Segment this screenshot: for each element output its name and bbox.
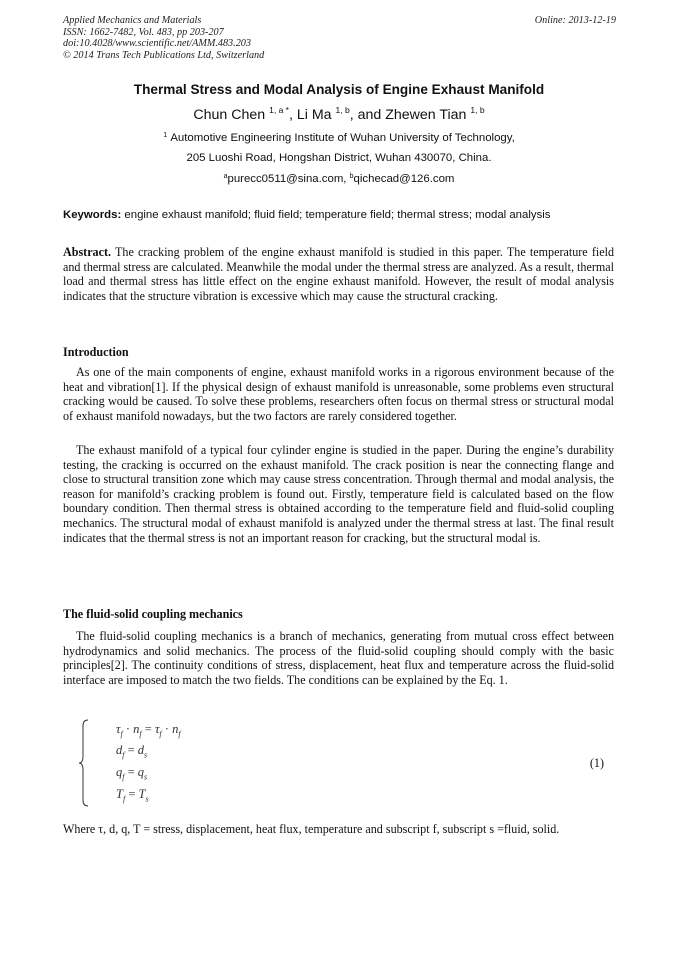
email-line: [0, 173, 678, 185]
equation-line-stress: $\tau_f \cdot n_f = \tau_f \cdot n_f$: [116, 722, 181, 739]
author-separator: , and: [349, 107, 386, 123]
affiliation-line-1: [0, 132, 678, 144]
author-list: [0, 105, 678, 123]
author-affil-sup: 1, b: [335, 105, 350, 115]
equation-explanation: Where τ, d, q, T = stress, displacement, heat flux, temperature and subscript f, subscript s =fluid, solid.: [63, 822, 560, 836]
doi-line[interactable]: doi:10.4028/www.scientific.net/AMM.483.203: [63, 38, 251, 50]
author-name: Zhewen Tian: [385, 107, 467, 123]
equation-line-displacement: $d_f = d_s$: [116, 743, 148, 760]
equation-1: [78, 718, 614, 808]
introduction-heading: Introduction: [63, 345, 129, 359]
journal-name: Applied Mechanics and Materials: [63, 15, 202, 26]
author-separator: ,: [288, 107, 297, 123]
introduction-paragraph-1: As one of the main components of engine, exhaust manifold works in a rigorous environment because of the heat and vibration[1]. If the physical design of exhaust manifold is unreasonable, some problems even structural cracking would be caused. To solve these problems, researchers often focus on thermal stress or structural modal of exhaust manifold nowadays, but the two factors are rarely considered together.: [63, 365, 614, 423]
author-affil-sup: 1, b: [470, 105, 485, 115]
author-affil-sup: 1, a *: [269, 105, 289, 115]
abstract: [63, 245, 614, 303]
email-b-sup: b: [349, 173, 354, 180]
affiliation-line-2: 205 Luoshi Road, Hongshan District, Wuhan 430070, China.: [186, 152, 492, 164]
left-brace-icon: [78, 718, 92, 808]
issn-line: ISSN: 1662-7482, Vol. 483, pp 203-207: [63, 26, 224, 38]
email-a-sup: a: [223, 173, 228, 180]
author-name: Li Ma: [296, 107, 332, 123]
keywords-label: Keywords:: [63, 209, 122, 221]
abstract-text: The cracking problem of the engine exhaust manifold is studied in this paper. The temperature field and thermal stress are calculated. Meanwhile the modal under the thermal stress are analyzed. As a result, thermal load and thermal stress has little effect on the engine exhaust manifold. However, the result of modal analysis indicates that the structure vibration is excessive which may cause the structural cracking.: [63, 245, 614, 303]
fluid-solid-heading: The fluid-solid coupling mechanics: [63, 607, 243, 621]
online-date: Online: 2013-12-19: [534, 15, 616, 26]
abstract-label: Abstract.: [63, 245, 112, 259]
email-a[interactable]: purecc0511@sina.com,: [227, 173, 350, 185]
equation-number: (1): [589, 756, 604, 770]
keywords: [63, 209, 551, 221]
affiliation-sup: 1: [163, 132, 168, 139]
equation-line-heat-flux: $q_f = q_s$: [116, 765, 148, 782]
fluid-solid-paragraph: The fluid-solid coupling mechanics is a branch of mechanics, generating from mutual cross effect between hydrodynamics and solid mechanics. The process of the fluid-solid coupling should comply with the basic principles[2]. The continuity conditions of stress, displacement, heat flux and temperature across the fluid-solid interface are imposed to match the two fields. The conditions can be explained by the Eq. 1.: [63, 629, 614, 687]
copyright-line: © 2014 Trans Tech Publications Ltd, Switzerland: [63, 49, 265, 61]
author-name: Chun Chen: [193, 107, 266, 123]
keywords-text: engine exhaust manifold; fluid field; temperature field; thermal stress; modal analysis: [121, 209, 551, 221]
paper-title: Thermal Stress and Modal Analysis of Engine Exhaust Manifold: [133, 82, 545, 97]
email-b[interactable]: qichecad@126.com: [353, 173, 455, 185]
introduction-paragraph-2: The exhaust manifold of a typical four cylinder engine is studied in the paper. During the engine’s durability testing, the cracking is occurred on the exhaust manifold. The crack position is near the connecting flange and close to structural transition zone which may cause stress concentration. Through thermal and modal analysis, the reason for manifold’s cracking problem is found out. Firstly, temperature field is calculated based on the flow boundary condition. Then thermal stress is obtained according to the temperature field and fluid-solid coupling mechanics. The structural modal of exhaust manifold is analyzed under the thermal stress at last. The final result indicates that the thermal stress is not an important reason for cracking, but the structural modal is.: [63, 443, 614, 545]
equation-line-temperature: $T_f = T_s$: [116, 787, 149, 804]
journal-header: [63, 15, 264, 61]
affiliation-text: Automotive Engineering Institute of Wuhan University of Technology,: [170, 132, 515, 144]
